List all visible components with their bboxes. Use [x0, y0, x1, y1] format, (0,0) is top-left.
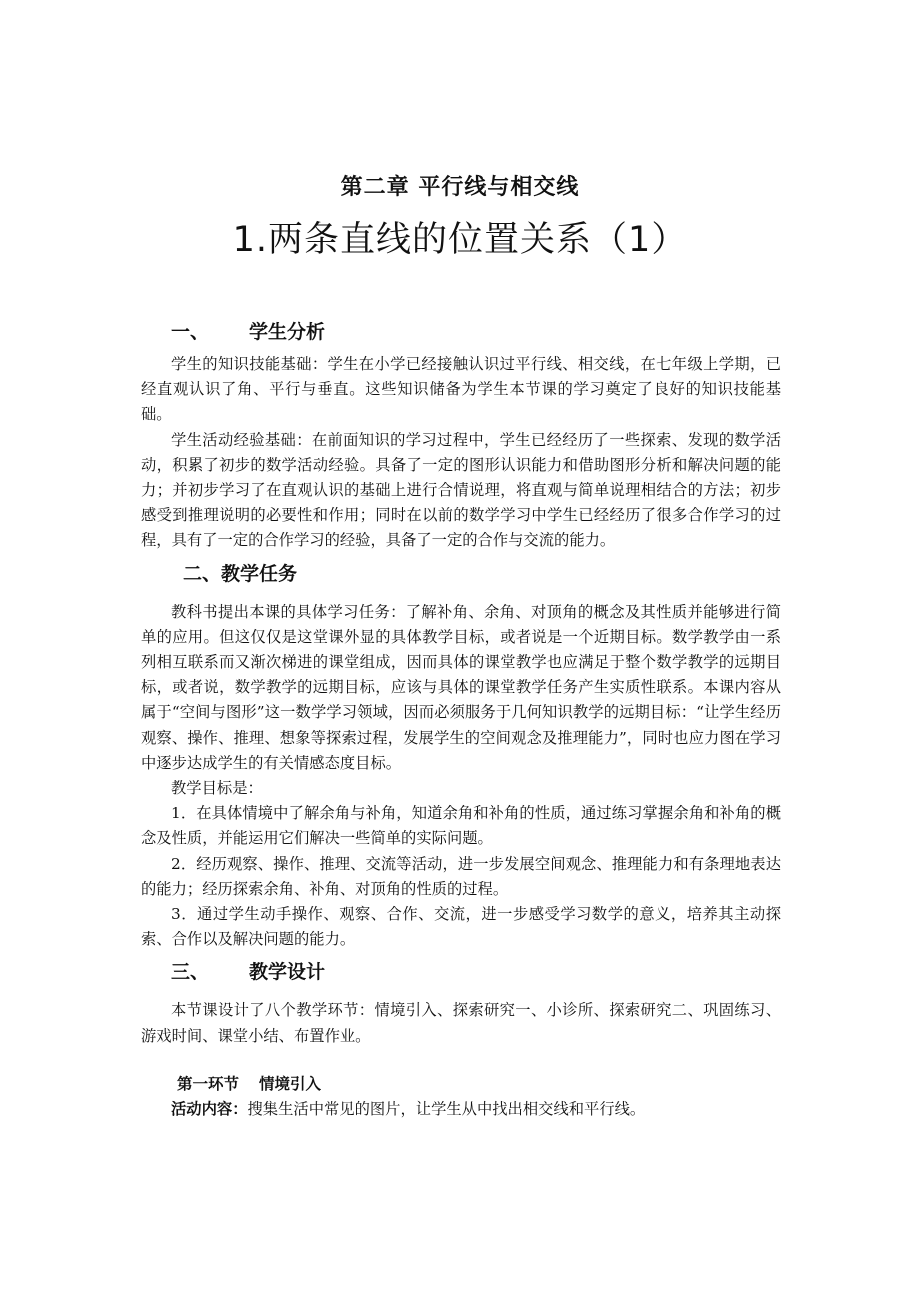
paragraph: 本节课设计了八个教学环节：情境引入、探索研究一、小诊所、探索研究二、巩固练习、游戏时间、课堂小结、布置作业。: [141, 1001, 781, 1045]
paragraph: 学生活动经验基础：在前面知识的学习过程中，学生已经经历了一些探索、发现的数学活动，积累了初步的数学活动经验。具备了一定的图形认识能力和借助图形分析和解决问题的能力；并初步学习了在直观认识的基础上进行合情说理，将直观与简单说理相结合的方法；初步感受到推理说明的必要性和作用；同时在以前的数学学习中学生已经经历了很多合作学习的过程，具有了一定的合作学习的经验，具备了一定的合作与交流的能力。: [141, 430, 781, 550]
chapter-title: 第二章 平行线与相交线: [340, 175, 580, 200]
activity-text: 搜集生活中常见的图片，让学生从中找出相交线和平行线。: [247, 1099, 646, 1118]
section-heading-teaching-design: [141, 952, 781, 992]
activity-label: 活动内容：: [171, 1099, 248, 1118]
list-item: 1．在具体情境中了解余角与补角，知道余角和补角的性质，通过练习掌握余角和补角的概念及性质，并能运用它们解决一些简单的实际问题。: [141, 804, 781, 848]
section-number: 一、: [171, 321, 210, 343]
lesson-title: 1.两条直线的位置关系（1）: [232, 220, 688, 260]
paragraph: 学生的知识技能基础：学生在小学已经接触认识过平行线、相交线，在七年级上学期，已经直观认识了角、平行与垂直。这些知识储备为学生本节课的学习奠定了良好的知识技能基础。: [141, 355, 781, 424]
step-heading: [141, 1071, 781, 1097]
section-number: 三、: [171, 961, 210, 984]
section-title: 教学设计: [249, 961, 326, 984]
list-item: 2．经历观察、操作、推理、交流等活动，进一步发展空间观念、推理能力和有条理地表达的能力；经历探索余角、补角、对顶角的性质的过程。: [141, 854, 781, 898]
activity-line: [141, 1097, 781, 1121]
paragraph: 教科书提出本课的具体学习任务：了解补角、余角、对顶角的概念及其性质并能够进行简单的应用。但这仅仅是这堂课外显的具体教学目标，或者说是一个近期目标。数学教学由一系列相互联系而又渐次梯进的课堂组成，因而具体的课堂教学也应满足于整个数学教学的远期目标，或者说，数学教学的远期目标，应该与具体的课堂教学任务产生实质性联系。本课内容从属于“空间与图形”这一数学学习领域，因而必须服务于几何知识教学的远期目标：“让学生经历观察、操作、推理、想象等探索过程，发展学生的空间观念及推理能力”，同时也应力图在学习中逐步达成学生的有关情感态度目标。: [141, 602, 781, 772]
section-heading-student-analysis: [141, 312, 781, 352]
section-title: 学生分析: [249, 321, 326, 343]
step-title: 情境引入: [259, 1074, 322, 1093]
list-item: 3．通过学生动手操作、观察、合作、交流，进一步感受学习数学的意义，培养其主动探索、合作以及解决问题的能力。: [141, 905, 781, 949]
document-body: [141, 312, 781, 1121]
section-heading-teaching-tasks: 二、教学任务: [183, 562, 298, 585]
step-label: 第一环节: [177, 1074, 240, 1093]
paragraph: 教学目标是：: [171, 779, 263, 798]
